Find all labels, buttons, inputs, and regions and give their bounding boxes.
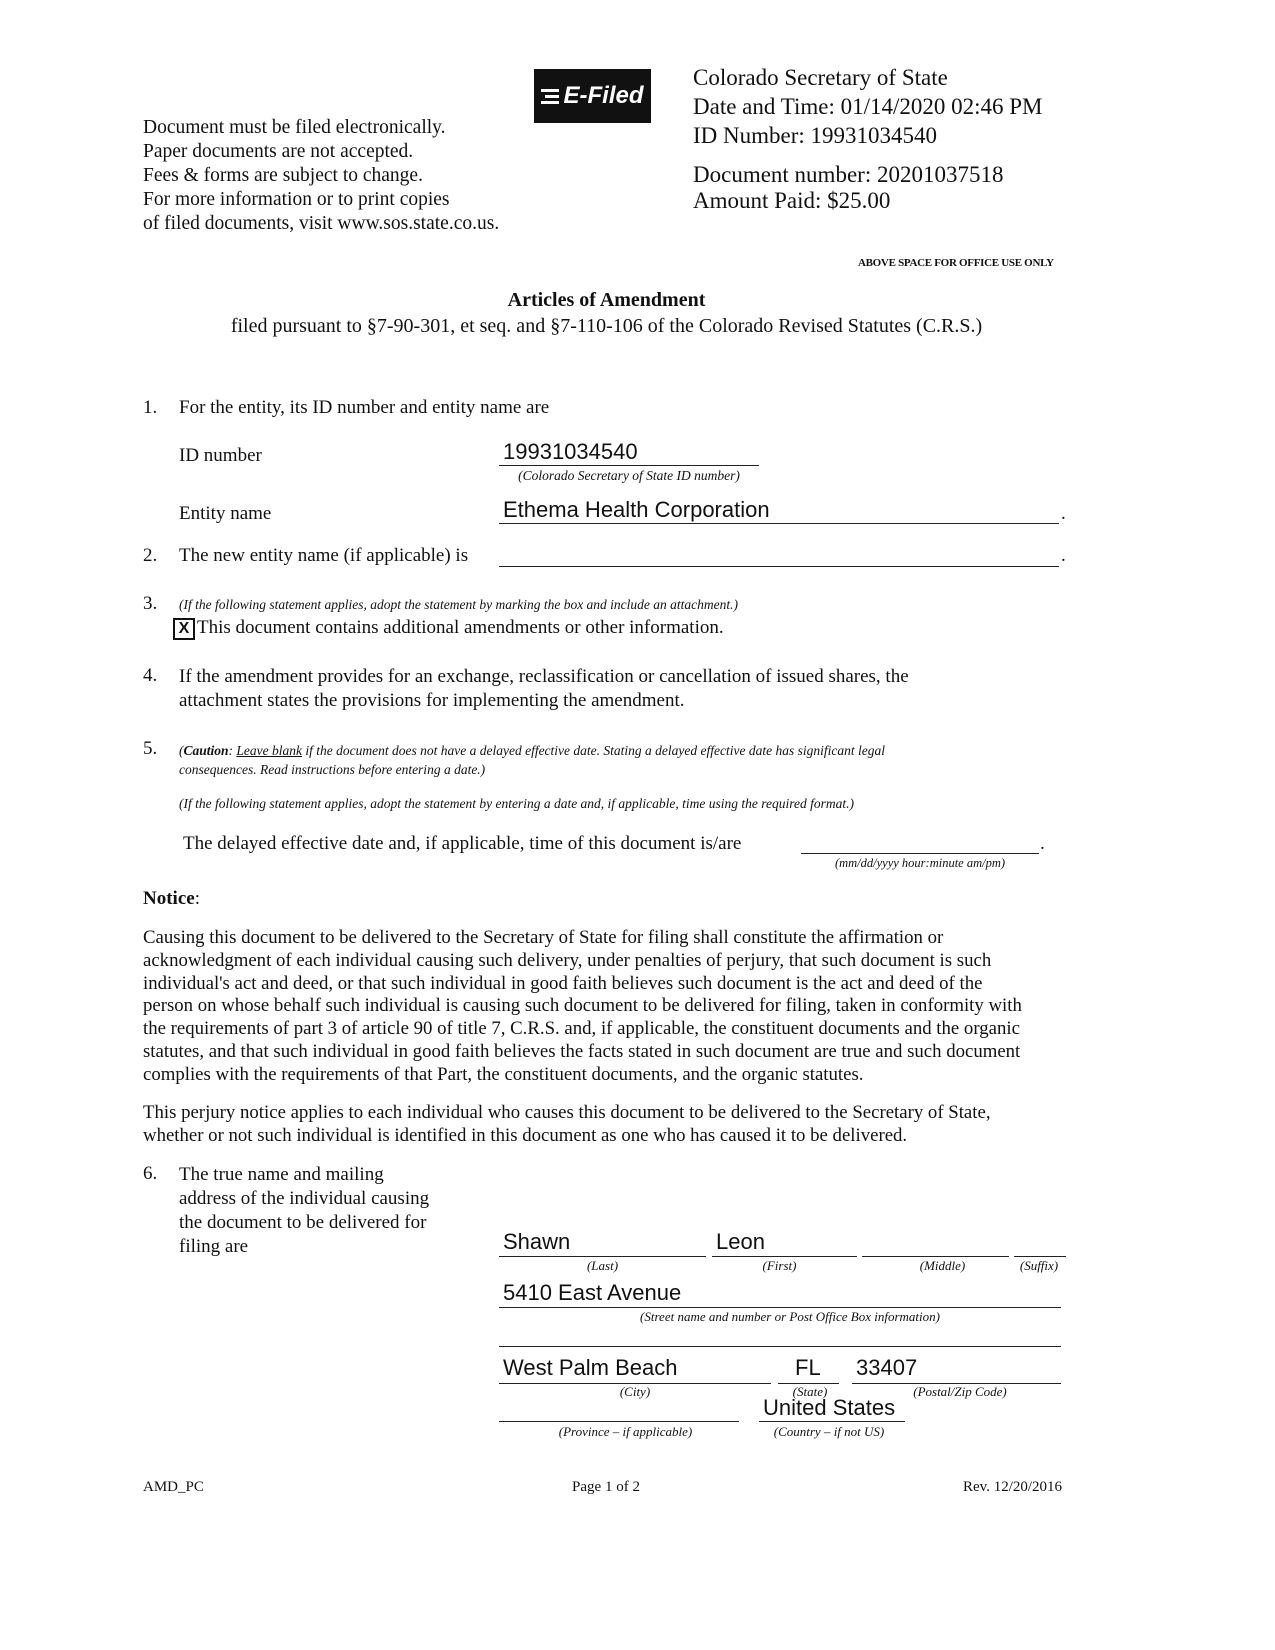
item4-text <box>179 665 909 713</box>
suffix-caption: (Suffix) <box>1019 1258 1059 1273</box>
id-number-label: ID number <box>179 445 262 466</box>
entity-name-field[interactable]: Ethema Health Corporation <box>503 497 770 522</box>
document-title: Articles of Amendment <box>507 289 706 311</box>
office-block <box>693 63 1043 215</box>
item6-text: The true name and mailing address of the individual causing the document to be delivered for filing are <box>179 1164 430 1257</box>
state-field[interactable]: FL <box>795 1355 821 1380</box>
filing-notice <box>143 116 499 236</box>
document-subtitle: filed pursuant to §7-90-301, et seq. and §7-110-106 of the Colorado Revised Statutes (C.R.S.) <box>230 315 983 337</box>
notice-line: Document must be filed electronically. <box>143 117 446 138</box>
item5-caution: (Caution: Leave blank if the document does not have a delayed effective date. Stating a delayed effective date has significant legal consequences. Read instructions before entering a date.) <box>179 743 885 777</box>
caution-word: Caution <box>183 743 229 758</box>
item-number: 2. <box>143 545 158 566</box>
delayed-date-field[interactable] <box>801 853 1039 854</box>
item-number: 4. <box>143 665 158 686</box>
additional-amendments-checkbox[interactable]: X <box>173 618 195 640</box>
item5-note: (If the following statement applies, adopt the statement by entering a date and, if applicable, time using the required format.) <box>179 796 855 811</box>
item4-line: attachment states the provisions for implementing the amendment. <box>179 690 685 711</box>
entity-name-label: Entity name <box>179 503 272 524</box>
item-number: 5. <box>143 738 158 759</box>
stamp-text: E-Filed <box>563 82 644 109</box>
item3-note: (If the following statement applies, adopt the statement by marking the box and include an attachment.) <box>179 597 739 612</box>
e-filed-stamp <box>534 69 651 123</box>
street-caption: (Street name and number or Post Office Box information) <box>640 1309 940 1324</box>
id-number-underline <box>499 465 759 466</box>
date-time: Date and Time: 01/14/2020 02:46 PM <box>693 94 1043 119</box>
country-caption: (Country – if not US) <box>773 1424 885 1439</box>
stamp-lines-icon <box>541 86 559 107</box>
zip-field[interactable]: 33407 <box>856 1355 918 1380</box>
entity-name-underline <box>499 523 1059 524</box>
amount-paid: Amount Paid: $25.00 <box>693 188 891 213</box>
id-number-field[interactable]: 19931034540 <box>503 439 638 464</box>
notice-line: Fees & forms are subject to change. <box>143 165 423 186</box>
document-number: Document number: 20201037518 <box>693 162 1004 187</box>
id-number: ID Number: 19931034540 <box>693 123 938 148</box>
notice-line: of filed documents, visit www.sos.state.co.us. <box>143 213 500 234</box>
zip-caption: (Postal/Zip Code) <box>913 1384 1007 1399</box>
notice-heading: Notice: <box>143 888 200 909</box>
leave-blank-text: Leave blank <box>236 743 303 758</box>
page-number: Page 1 of 2 <box>572 1479 640 1495</box>
item3-text: This document contains additional amendments or other information. <box>197 617 724 638</box>
state-caption: (State) <box>792 1384 828 1399</box>
date-format-caption: (mm/dd/yyyy hour:minute am/pm) <box>834 856 1006 870</box>
item-number: 3. <box>143 593 158 614</box>
item1-text: For the entity, its ID number and entity name are <box>179 397 550 418</box>
new-entity-name-field[interactable] <box>499 566 1059 567</box>
city-caption: (City) <box>619 1384 651 1399</box>
street-field[interactable]: 5410 East Avenue <box>503 1280 682 1305</box>
item2-text: The new entity name (if applicable) is <box>179 545 469 566</box>
office-use-note: ABOVE SPACE FOR OFFICE USE ONLY <box>858 257 1054 269</box>
office-name: Colorado Secretary of State <box>693 65 948 90</box>
item-number: 1. <box>143 397 158 418</box>
notice-line: Paper documents are not accepted. <box>143 141 414 162</box>
notice-paragraph: Causing this document to be delivered to the Secretary of State for filing shall constitute the affirmation or acknowledgment of each individual causing such delivery, under penalties of perjury, that such document is such individual's act and deed, or that such individual in good faith believes such document is the act and deed of the person on whose behalf such individual is causing such document to be delivered for filing, taken in conformity with the requirements of part 3 of article 90 of title 7, C.R.S. and, if applicable, the constituent documents and the organic statutes, and that such individual in good faith believes the facts stated in such document are true and such document complies with the requirements of that Part, the constituent documents, and the organic statutes. <box>143 927 1022 1085</box>
form-code: AMD_PC <box>143 1479 204 1495</box>
last-name-field[interactable]: Shawn <box>503 1229 571 1254</box>
item4-line: If the amendment provides for an exchange, reclassification or cancellation of issued shares, the <box>179 666 909 687</box>
first-caption: (First) <box>762 1258 797 1273</box>
province-caption: (Province – if applicable) <box>558 1424 693 1439</box>
revision-date: Rev. 12/20/2016 <box>963 1479 1063 1495</box>
id-number-caption: (Colorado Secretary of State ID number) <box>518 468 740 483</box>
country-field[interactable]: United States <box>763 1395 896 1420</box>
item-number: 6. <box>143 1163 158 1184</box>
last-caption: (Last) <box>586 1258 619 1273</box>
item5-text: The delayed effective date and, if applicable, time of this document is/are <box>183 833 742 854</box>
first-name-field[interactable]: Leon <box>716 1229 765 1254</box>
notice-line: For more information or to print copies <box>143 189 450 210</box>
perjury-paragraph: This perjury notice applies to each individual who causes this document to be delivered to the Secretary of State, whether or not such individual is identified in this document as one who has caused it to be delivered. <box>143 1102 991 1146</box>
middle-caption: (Middle) <box>919 1258 966 1273</box>
city-field[interactable]: West Palm Beach <box>503 1355 678 1380</box>
